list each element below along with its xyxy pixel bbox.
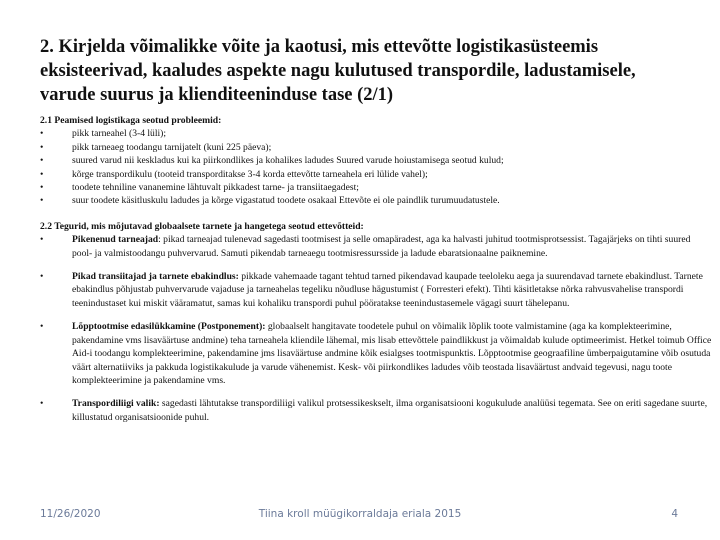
list-item-text: pikkade vahemaade tagant tehtud tarned pikendavad kaupade teeloleku aega ja suurendavad tarnete ebakindlust. Tarnete ebakindlus põhjustab puhvervarude vajaduse ja tarneahelas tegeliku nõudluse hägustumist ( Forresteri efekt). Tihti käsitletakse nõrka rahvusvahelise transpordi teenindustaset kui miskit vääramatut, samas kui kohaliku transpordi puhul pööratakse teenindustasemele vägagi suurt tähelepanu.	[72, 271, 703, 309]
bullet-icon: •	[40, 398, 44, 410]
list-item-term: Transpordiliigi valik:	[72, 398, 160, 410]
section-1-list	[40, 127, 712, 207]
bullet-icon: •	[40, 234, 44, 246]
list-item	[40, 168, 712, 181]
list-item	[40, 194, 712, 207]
bullet-icon: •	[40, 321, 44, 333]
list-item	[40, 154, 712, 167]
list-item-term: Pikenenud tarneajad	[72, 234, 159, 246]
list-item	[40, 270, 712, 310]
list-item-text: : pikad tarneajad tulenevad sagedasti tootmisest ja selle omapäradest, aga ka halvasti juhitud tootmisprotsessist. Tagajärjeks on tihti suured pool- ja valmistoodangu puhvervarud. Samuti pikendab tarneaegu tootmisressursside ja ladude ebaratsionaalne paiknemine.	[72, 234, 691, 259]
list-item-text: globaalselt hangitavate toodetele puhul on võimalik lõplik toote valmistamine (aga ka komplekteerimine, pakendamine vms lisaväärtuse andmine) teha tarneahela kliendile lähemal, mis lisab ettevõttele paindlikkust ja võimaldab kulude optimeerimist. Hetkel toimub Office Aid-i toodangu komplekteerimine, pakendamine jms lisaväärtuse andmine kõik esialgses tootmispunktis. Lõpptootmise geograafiline ümberpaigutamine võib osutuda väärt alternatiiviks ja pakkuda logistikakulude ja varude vähenemist. Kesk- või piirkondlikes ladudes võib teostada lisaväärtust andvaid tegevusi, nagu toote komplekteerimine ja pakendamine vms.	[72, 321, 712, 386]
list-item-text: suur toodete käsitluskulu ladudes ja kõrge vigastatud toodete osakaal Ettevõte ei ole paindlik turumuudatustele.	[72, 195, 500, 207]
list-item-text: pikk tarneaeg toodangu tarnijatelt (kuni 225 päeva);	[72, 141, 272, 153]
section-1-heading: 2.1 Peamised logistikaga seotud probleemid:	[40, 115, 222, 126]
list-item	[40, 397, 712, 424]
footer-text: Tiina kroll müügikorraldaja eriala 2015	[258, 508, 462, 520]
list-item-text: pikk tarneahel (3-4 lüli);	[72, 128, 167, 140]
bullet-icon: •	[40, 128, 44, 140]
bullet-icon: •	[40, 155, 44, 167]
list-item	[40, 320, 712, 387]
section-spacer	[40, 208, 712, 220]
bullet-icon: •	[40, 182, 44, 194]
list-item	[40, 181, 712, 194]
list-item-text: suured varud nii keskladus kui ka piirkondlikes ja kohalikes ladudes Suured varude hoiustamisega seotud kulud;	[72, 155, 504, 167]
bullet-icon: •	[40, 168, 44, 180]
list-item	[40, 127, 712, 140]
bullet-icon: •	[40, 271, 44, 283]
list-item	[40, 233, 712, 260]
bullet-icon: •	[40, 195, 44, 207]
footer-date: 11/26/2020	[40, 508, 101, 520]
list-item-term: Lõpptootmise edasilükkamine (Postponement):	[72, 321, 266, 333]
list-item-text: toodete tehniline vananemine lähtuvalt pikkadest tarne- ja transiitaegadest;	[72, 182, 359, 194]
page-number: 4	[671, 508, 678, 520]
slide-title: 2. Kirjelda võimalikke võite ja kaotusi, mis ettevõtte logistikasüsteemis eksisteerivad, kaaludes aspekte nagu kulutused transpordile, ladustamisele, varude suurus ja klienditeeninduse tase (2/1)	[40, 37, 636, 105]
section-2-list	[40, 233, 712, 424]
slide-content	[40, 114, 712, 434]
list-item	[40, 141, 712, 154]
bullet-icon: •	[40, 141, 44, 153]
list-item-text: sagedasti lähtutakse transpordiliigi valikul protsessikeskselt, ilma organisatsiooni kogukulude analüüsi tegemata. See on eriti sagedane suurte, killustatud organisatsioonide puhul.	[72, 398, 708, 423]
section-2-heading: 2.2 Tegurid, mis mõjutavad globaalsete tarnete ja hangetega seotud ettevõtteid:	[40, 220, 364, 232]
list-item-term: Pikad transiitajad ja tarnete ebakindlus:	[72, 271, 239, 283]
list-item-text: kõrge transpordikulu (tooteid transporditakse 3-4 korda ettevõtte tarneahela eri lülide vahel);	[72, 168, 428, 180]
